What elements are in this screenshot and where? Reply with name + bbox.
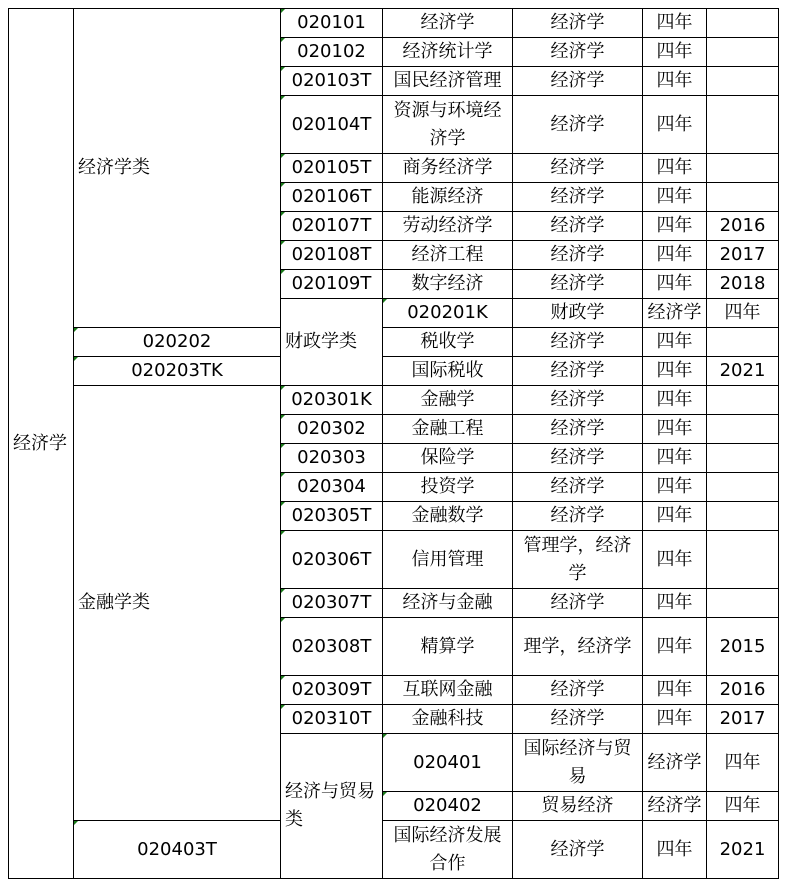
added-year-cell [707,589,779,618]
major-cell: 经济学 [383,9,513,38]
degree-cell: 经济学 [513,241,643,270]
years-cell: 四年 [643,444,707,473]
table-body [9,9,779,879]
code-cell: 020109T [281,270,383,299]
major-cell: 税收学 [383,328,513,357]
code-cell: 020305T [281,502,383,531]
degree-cell: 经济学 [513,415,643,444]
years-cell: 四年 [643,9,707,38]
major-cell: 信用管理 [383,531,513,589]
degree-cell: 经济学 [513,270,643,299]
table-row [9,357,779,386]
years-cell: 四年 [707,792,779,821]
major-cell: 商务经济学 [383,154,513,183]
years-cell: 四年 [643,502,707,531]
table-row [9,328,779,357]
table-row [9,821,779,879]
years-cell: 四年 [643,473,707,502]
added-year-cell: 2018 [707,270,779,299]
added-year-cell: 2015 [707,618,779,676]
code-cell: 020106T [281,183,383,212]
added-year-cell: 2016 [707,212,779,241]
code-cell: 020104T [281,96,383,154]
degree-cell: 经济学 [513,676,643,705]
added-year-cell [707,96,779,154]
added-year-cell [707,9,779,38]
major-cell: 国际税收 [383,357,513,386]
added-year-cell: 2017 [707,241,779,270]
years-cell: 四年 [643,212,707,241]
years-cell: 四年 [643,183,707,212]
added-year-cell: 2021 [707,357,779,386]
category-cell: 金融学类 [74,386,281,821]
added-year-cell [707,531,779,589]
category-cell: 经济学类 [74,9,281,328]
years-cell: 四年 [643,386,707,415]
years-cell: 四年 [643,328,707,357]
degree-cell: 经济学 [513,502,643,531]
major-cell: 国际经济与贸易 [513,734,643,792]
code-cell: 020301K [281,386,383,415]
category-cell: 经济与贸易类 [281,734,383,879]
major-cell: 金融数学 [383,502,513,531]
major-cell: 经济统计学 [383,38,513,67]
code-cell: 020202 [74,328,281,357]
code-cell: 020105T [281,154,383,183]
code-cell: 020107T [281,212,383,241]
code-cell: 020108T [281,241,383,270]
major-cell: 金融工程 [383,415,513,444]
code-cell: 020310T [281,705,383,734]
years-cell: 四年 [707,734,779,792]
years-cell: 四年 [643,821,707,879]
major-cell: 国民经济管理 [383,67,513,96]
years-cell: 四年 [643,38,707,67]
degree-cell: 经济学 [513,9,643,38]
table-row [9,9,779,38]
years-cell: 四年 [643,705,707,734]
added-year-cell [707,415,779,444]
years-cell: 四年 [643,357,707,386]
added-year-cell [707,502,779,531]
degree-cell: 经济学 [513,96,643,154]
years-cell: 四年 [643,154,707,183]
degree-cell: 经济学 [513,212,643,241]
degree-cell: 经济学 [513,154,643,183]
years-cell: 四年 [643,589,707,618]
degree-cell: 经济学 [513,183,643,212]
added-year-cell [707,38,779,67]
major-cell: 国际经济发展合作 [383,821,513,879]
major-cell: 金融学 [383,386,513,415]
code-cell: 020101 [281,9,383,38]
added-year-cell [707,473,779,502]
years-cell: 四年 [643,270,707,299]
major-cell: 资源与环境经济学 [383,96,513,154]
years-cell: 四年 [643,415,707,444]
major-cell: 财政学 [513,299,643,328]
code-cell: 020308T [281,618,383,676]
added-year-cell [707,183,779,212]
code-cell: 020303 [281,444,383,473]
degree-cell: 经济学 [513,386,643,415]
degree-cell: 经济学 [513,444,643,473]
years-cell: 四年 [643,96,707,154]
code-cell: 020102 [281,38,383,67]
code-cell: 020304 [281,473,383,502]
degree-cell: 经济学 [643,792,707,821]
major-cell: 经济工程 [383,241,513,270]
degree-cell: 经济学 [513,328,643,357]
code-cell: 020401 [383,734,513,792]
category-cell: 财政学类 [281,299,383,386]
years-cell: 四年 [643,241,707,270]
major-cell: 经济与金融 [383,589,513,618]
code-cell: 020309T [281,676,383,705]
major-cell: 数字经济 [383,270,513,299]
major-catalog-table [8,8,779,879]
degree-cell: 管理学，经济学 [513,531,643,589]
years-cell: 四年 [643,676,707,705]
code-cell: 020306T [281,531,383,589]
degree-cell: 经济学 [513,67,643,96]
degree-cell: 经济学 [513,357,643,386]
degree-cell: 理学，经济学 [513,618,643,676]
added-year-cell [707,444,779,473]
major-cell: 劳动经济学 [383,212,513,241]
added-year-cell [707,328,779,357]
degree-cell: 经济学 [643,734,707,792]
added-year-cell [707,154,779,183]
code-cell: 020402 [383,792,513,821]
added-year-cell [707,67,779,96]
code-cell: 020307T [281,589,383,618]
code-cell: 020302 [281,415,383,444]
code-cell: 020403T [74,821,281,879]
added-year-cell: 2016 [707,676,779,705]
degree-cell: 经济学 [513,705,643,734]
code-cell: 020201K [383,299,513,328]
degree-cell: 经济学 [513,821,643,879]
degree-cell: 经济学 [513,473,643,502]
added-year-cell: 2021 [707,821,779,879]
degree-cell: 经济学 [513,38,643,67]
added-year-cell: 2017 [707,705,779,734]
discipline-cell: 经济学 [9,9,74,879]
degree-cell: 经济学 [513,589,643,618]
years-cell: 四年 [643,531,707,589]
major-cell: 互联网金融 [383,676,513,705]
major-cell: 投资学 [383,473,513,502]
added-year-cell [707,386,779,415]
table-row [9,386,779,415]
major-cell: 能源经济 [383,183,513,212]
code-cell: 020103T [281,67,383,96]
years-cell: 四年 [643,618,707,676]
major-cell: 金融科技 [383,705,513,734]
major-cell: 保险学 [383,444,513,473]
code-cell: 020203TK [74,357,281,386]
major-cell: 精算学 [383,618,513,676]
degree-cell: 经济学 [643,299,707,328]
years-cell: 四年 [643,67,707,96]
years-cell: 四年 [707,299,779,328]
major-cell: 贸易经济 [513,792,643,821]
